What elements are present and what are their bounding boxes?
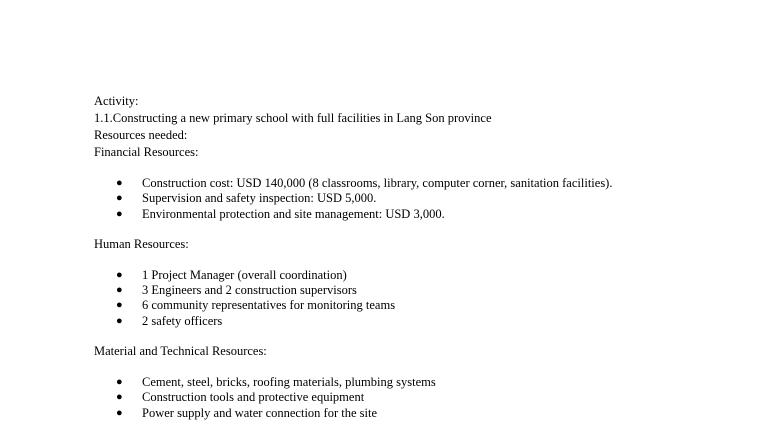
material-resources-list xyxy=(94,375,774,421)
list-item xyxy=(94,375,774,390)
list-item xyxy=(94,406,774,421)
section-heading-financial: Financial Resources: xyxy=(94,145,199,159)
list-item-text: Construction tools and protective equipment xyxy=(142,390,365,405)
list-item-text: Power supply and water connection for the site xyxy=(142,405,378,420)
list-item xyxy=(94,191,774,206)
activity-label: Activity: xyxy=(94,94,139,108)
resources-label: Resources needed: xyxy=(94,128,188,142)
list-item-text: Environmental protection and site management: USD 3,000. xyxy=(142,206,445,221)
list-item-text: 6 community representatives for monitoring teams xyxy=(142,298,396,313)
list-item xyxy=(94,314,774,329)
section-heading-human: Human Resources: xyxy=(94,236,189,251)
list-item-text: 3 Engineers and 2 construction supervisors xyxy=(142,283,357,298)
bullet-icon: ● xyxy=(116,406,123,419)
bullet-icon: ● xyxy=(116,268,123,281)
financial-resources-list xyxy=(94,176,774,222)
bullet-icon: ● xyxy=(116,299,123,312)
list-item-text: Supervision and safety inspection: USD 5,000. xyxy=(142,191,377,206)
list-item-text: 1 Project Manager (overall coordination) xyxy=(142,267,347,282)
list-item xyxy=(94,207,774,222)
bullet-icon: ● xyxy=(116,284,123,297)
bullet-icon: ● xyxy=(116,314,123,327)
spacer xyxy=(94,329,774,343)
list-item xyxy=(94,176,774,191)
list-item xyxy=(94,298,774,313)
bullet-icon: ● xyxy=(116,177,123,189)
bullet-icon: ● xyxy=(116,207,123,220)
spacer xyxy=(94,161,774,176)
document-body xyxy=(94,93,774,421)
list-item-text: 2 safety officers xyxy=(142,313,223,328)
list-item xyxy=(94,268,774,283)
list-item-text: Construction cost: USD 140,000 (8 classrooms, library, computer corner, sanitation facilities). xyxy=(142,176,613,190)
list-item xyxy=(94,390,774,405)
list-item-text: Cement, steel, bricks, roofing materials, plumbing systems xyxy=(142,375,436,390)
human-resources-list xyxy=(94,268,774,329)
bullet-icon: ● xyxy=(116,376,123,389)
section-heading-material: Material and Technical Resources: xyxy=(94,344,267,359)
list-item xyxy=(94,283,774,298)
spacer xyxy=(94,222,774,236)
spacer xyxy=(94,360,774,375)
spacer xyxy=(94,253,774,268)
activity-title: 1.1.Constructing a new primary school with full facilities in Lang Son province xyxy=(94,111,492,125)
bullet-icon: ● xyxy=(116,391,123,404)
bullet-icon: ● xyxy=(116,192,123,205)
